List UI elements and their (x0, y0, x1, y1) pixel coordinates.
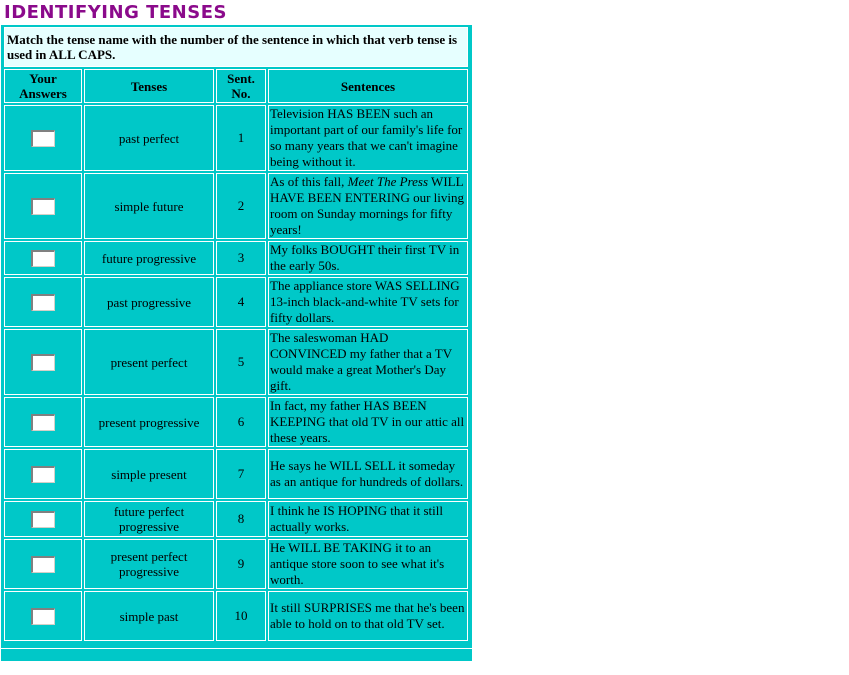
sentence-number: 4 (216, 277, 266, 327)
answer-input-4[interactable] (31, 294, 55, 311)
answer-input-3[interactable] (31, 250, 55, 267)
answer-cell (4, 449, 82, 499)
sentence-text: I think he IS HOPING that it still actually works. (268, 501, 468, 537)
header-your-answers-line2: Answers (19, 86, 67, 101)
answer-cell (4, 105, 82, 171)
header-your-answers (4, 69, 82, 103)
answer-cell (4, 501, 82, 537)
tense-quiz-panel (1, 25, 472, 661)
answer-input-7[interactable] (31, 466, 55, 483)
answer-input-1[interactable] (31, 130, 55, 147)
header-sent-line2: No. (231, 86, 251, 101)
sentence-number: 10 (216, 591, 266, 641)
tense-name: simple future (84, 173, 214, 239)
answer-cell (4, 277, 82, 327)
sentence-text-part: WILL HAVE BEEN ENTERING our living room on Sunday mornings for fifty years! (270, 174, 465, 237)
answer-cell (4, 173, 82, 239)
sentence-number: 5 (216, 329, 266, 395)
header-sentence-number (216, 69, 266, 103)
answer-input-2[interactable] (31, 198, 55, 215)
sentence-number: 3 (216, 241, 266, 275)
answer-input-10[interactable] (31, 608, 55, 625)
answer-input-6[interactable] (31, 414, 55, 431)
tense-name: present progressive (84, 397, 214, 447)
answer-cell (4, 539, 82, 589)
sentence-number: 9 (216, 539, 266, 589)
sentence-text: In fact, my father HAS BEEN KEEPING that old TV in our attic all these years. (268, 397, 468, 447)
tense-name: future progressive (84, 241, 214, 275)
header-sent-line1: Sent. (227, 71, 255, 86)
answer-input-8[interactable] (31, 511, 55, 528)
table-footer-bar (1, 648, 472, 661)
answer-cell (4, 329, 82, 395)
sentence-text: My folks BOUGHT their first TV in the early 50s. (268, 241, 468, 275)
answer-input-9[interactable] (31, 556, 55, 573)
tense-name: present perfect (84, 329, 214, 395)
table-row (4, 397, 468, 447)
tense-name: simple past (84, 591, 214, 641)
answer-cell (4, 591, 82, 641)
tense-name: past progressive (84, 277, 214, 327)
sentence-text: He WILL BE TAKING it to an antique store soon to see what it's worth. (268, 539, 468, 589)
table-row (4, 449, 468, 499)
sentence-number: 8 (216, 501, 266, 537)
sentence-text: It still SURPRISES me that he's been able to hold on to that old TV set. (268, 591, 468, 641)
table-row (4, 173, 468, 239)
instructions-row (4, 27, 468, 67)
sentence-text: He says he WILL SELL it someday as an antique for hundreds of dollars. (268, 449, 468, 499)
table-row (4, 539, 468, 589)
table-row (4, 105, 468, 171)
header-your-answers-line1: Your (29, 71, 57, 86)
page-title: IDENTIFYING TENSES (4, 2, 227, 23)
tense-name: present perfect progressive (84, 539, 214, 589)
sentence-number: 6 (216, 397, 266, 447)
sentence-text (268, 173, 468, 239)
table-row (4, 241, 468, 275)
tense-quiz-table (2, 25, 470, 643)
sentence-number: 1 (216, 105, 266, 171)
tense-name: future perfect progressive (84, 501, 214, 537)
answer-cell (4, 397, 82, 447)
tense-name: simple present (84, 449, 214, 499)
instructions-text: Match the tense name with the number of the sentence in which that verb tense is used in ALL CAPS. (4, 27, 468, 67)
table-row (4, 329, 468, 395)
answer-input-5[interactable] (31, 354, 55, 371)
sentence-text: The appliance store WAS SELLING 13-inch black-and-white TV sets for fifty dollars. (268, 277, 468, 327)
header-tenses: Tenses (84, 69, 214, 103)
sentence-text: The saleswoman HAD CONVINCED my father that a TV would make a great Mother's Day gift. (268, 329, 468, 395)
sentence-text-part: As of this fall, (270, 174, 348, 189)
header-sentences: Sentences (268, 69, 468, 103)
tense-name: past perfect (84, 105, 214, 171)
sentence-number: 2 (216, 173, 266, 239)
table-row (4, 501, 468, 537)
table-row (4, 591, 468, 641)
answer-cell (4, 241, 82, 275)
program-title: Meet The Press (347, 174, 429, 189)
table-row (4, 277, 468, 327)
sentence-text: Television HAS BEEN such an important part of our family's life for so many years that we can't imagine being without it. (268, 105, 468, 171)
header-row (4, 69, 468, 103)
sentence-number: 7 (216, 449, 266, 499)
